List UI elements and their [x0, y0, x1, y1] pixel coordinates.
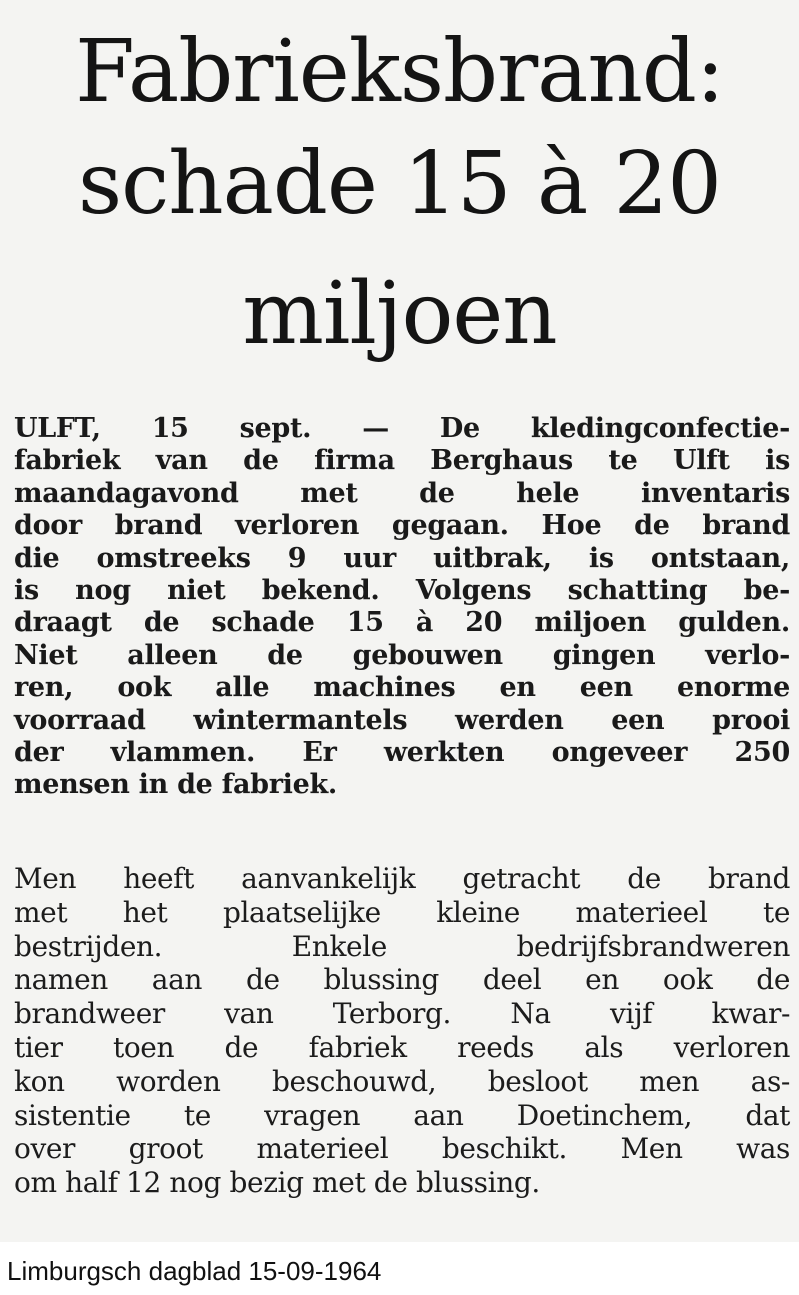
headline-line: miljoen: [242, 264, 557, 364]
text-line: is nog niet bekend. Volgens schatting be-: [14, 574, 790, 606]
headline-line: Fabrieksbrand:: [75, 22, 724, 122]
text-line: maandagavond met de hele inventaris: [14, 477, 790, 509]
headline-line: schade 15 à 20: [77, 134, 722, 234]
text-line: door brand verloren gegaan. Hoe de brand: [14, 510, 790, 542]
text-line: fabriek van de firma Berghaus te Ulft is: [14, 445, 790, 477]
text-line: Niet alleen de gebouwen gingen verlo-: [14, 639, 790, 671]
text-line: ren, ook alle machines en een enorme: [14, 672, 790, 704]
text-line: kon worden beschouwd, besloot men as-: [14, 1064, 790, 1098]
text-line: brandweer van Terborg. Na vijf kwar-: [14, 997, 790, 1031]
article-lead-paragraph: [14, 413, 790, 802]
text-line: Men heeft aanvankelijk getracht de brand: [14, 862, 790, 895]
text-line: met het plaatselijke kleine materieel te: [14, 895, 790, 929]
article-body-paragraph: [14, 862, 790, 1200]
text-line: namen aan de blussing deel en ook de: [14, 963, 790, 997]
text-line: bestrijden. Enkele bedrijfsbrandweren: [14, 929, 790, 963]
text-line: ULFT, 15 sept. — De kledingconfectie-: [14, 413, 790, 444]
text-line: voorraad wintermantels werden een prooi: [14, 704, 790, 736]
text-line: tier toen de fabriek reeds als verloren: [14, 1030, 790, 1064]
text-line: over groot materieel beschikt. Men was: [14, 1132, 790, 1166]
source-caption: Limburgsch dagblad 15-09-1964: [7, 1256, 382, 1286]
text-line: der vlammen. Er werkten ongeveer 250: [14, 736, 790, 768]
text-line: die omstreeks 9 uur uitbrak, is ontstaan,: [14, 542, 790, 574]
text-line: mensen in de fabriek.: [14, 769, 337, 801]
text-line: om half 12 nog bezig met de blussing.: [14, 1166, 540, 1200]
text-line: sistentie te vragen aan Doetinchem, dat: [14, 1098, 790, 1132]
text-line: draagt de schade 15 à 20 miljoen gulden.: [14, 607, 790, 639]
